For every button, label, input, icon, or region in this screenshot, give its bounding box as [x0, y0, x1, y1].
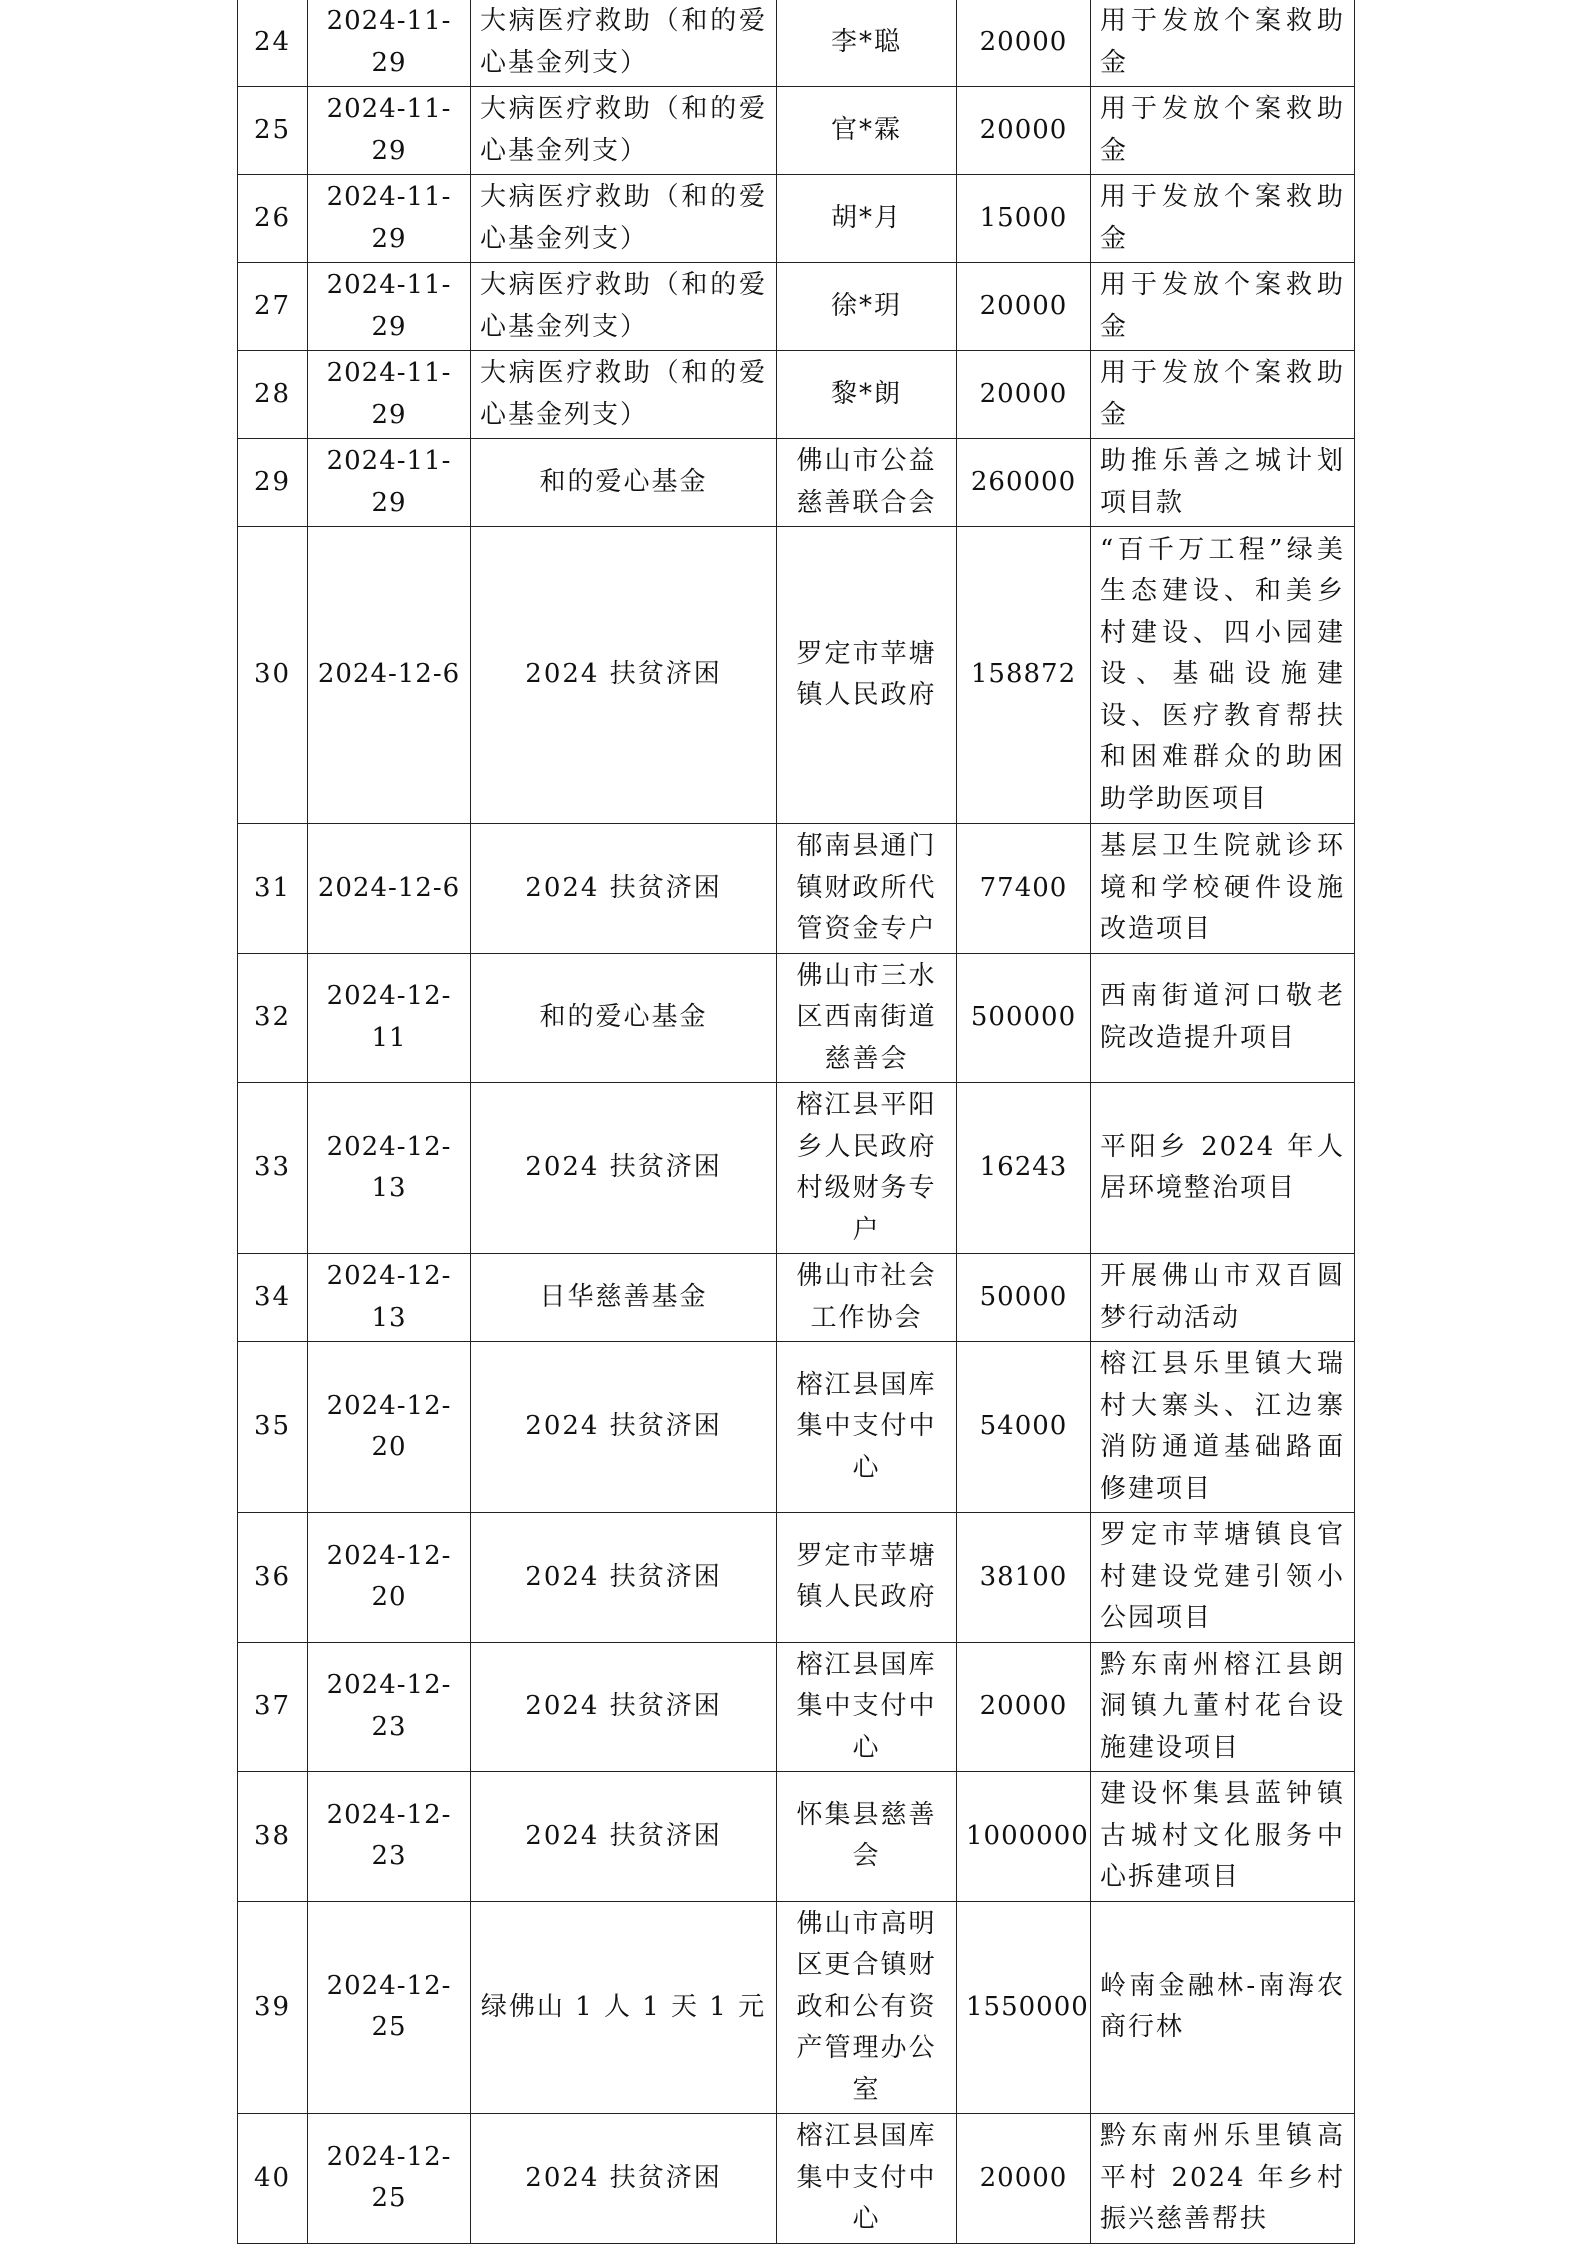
cell-recipient: 官*霖	[777, 87, 957, 175]
cell-project: 2024 扶贫济困	[471, 1772, 777, 1902]
cell-recipient: 罗定市苹塘镇人民政府	[777, 527, 957, 824]
cell-recipient: 徐*玥	[777, 263, 957, 351]
cell-recipient: 佛山市社会工作协会	[777, 1254, 957, 1342]
cell-usage: 平阳乡 2024 年人居环境整治项目	[1091, 1083, 1355, 1254]
cell-no: 38	[238, 1772, 308, 1902]
cell-recipient: 佛山市三水区西南街道慈善会	[777, 953, 957, 1083]
table-row	[238, 1083, 1355, 1254]
cell-amount: 158872	[957, 527, 1091, 824]
cell-usage: 用于发放个案救助金	[1091, 0, 1355, 87]
cell-amount: 54000	[957, 1342, 1091, 1513]
cell-no: 29	[238, 439, 308, 527]
cell-project: 大病医疗救助（和的爱心基金列支）	[471, 87, 777, 175]
cell-project: 2024 扶贫济困	[471, 527, 777, 824]
cell-recipient: 罗定市苹塘镇人民政府	[777, 1513, 957, 1643]
cell-amount: 260000	[957, 439, 1091, 527]
cell-amount: 50000	[957, 1254, 1091, 1342]
cell-usage: 西南街道河口敬老院改造提升项目	[1091, 953, 1355, 1083]
table-row	[238, 439, 1355, 527]
cell-date: 2024-11-29	[308, 175, 471, 263]
cell-no: 36	[238, 1513, 308, 1643]
cell-project: 和的爱心基金	[471, 953, 777, 1083]
cell-amount: 15000	[957, 175, 1091, 263]
cell-usage: 基层卫生院就诊环境和学校硬件设施改造项目	[1091, 824, 1355, 954]
cell-recipient: 李*聪	[777, 0, 957, 87]
cell-usage: 罗定市苹塘镇良官村建设党建引领小公园项目	[1091, 1513, 1355, 1643]
cell-usage: “百千万工程”绿美生态建设、和美乡村建设、四小园建设、基础设施建设、医疗教育帮扶和困难群众的助困助学助医项目	[1091, 527, 1355, 824]
cell-usage: 黔东南州乐里镇高平村 2024 年乡村振兴慈善帮扶	[1091, 2114, 1355, 2244]
cell-recipient: 胡*月	[777, 175, 957, 263]
cell-no: 27	[238, 263, 308, 351]
cell-amount: 20000	[957, 87, 1091, 175]
cell-amount: 1550000	[957, 1901, 1091, 2114]
table-row	[238, 0, 1355, 87]
cell-project: 和的爱心基金	[471, 439, 777, 527]
cell-amount: 20000	[957, 1642, 1091, 1772]
table-row	[238, 1642, 1355, 1772]
cell-date: 2024-12-13	[308, 1083, 471, 1254]
cell-recipient: 榕江县平阳乡人民政府村级财务专户	[777, 1083, 957, 1254]
cell-date: 2024-12-25	[308, 2114, 471, 2244]
cell-usage: 黔东南州榕江县朗洞镇九董村花台设施建设项目	[1091, 1642, 1355, 1772]
cell-no: 28	[238, 351, 308, 439]
cell-usage: 用于发放个案救助金	[1091, 351, 1355, 439]
cell-project: 绿佛山 1 人 1 天 1 元	[471, 1901, 777, 2114]
cell-no: 37	[238, 1642, 308, 1772]
cell-date: 2024-11-29	[308, 351, 471, 439]
cell-project: 大病医疗救助（和的爱心基金列支）	[471, 0, 777, 87]
cell-date: 2024-12-6	[308, 527, 471, 824]
table-row	[238, 953, 1355, 1083]
cell-date: 2024-11-29	[308, 87, 471, 175]
cell-amount: 38100	[957, 1513, 1091, 1643]
table-body	[238, 0, 1355, 2243]
cell-project: 2024 扶贫济困	[471, 1513, 777, 1643]
cell-amount: 20000	[957, 0, 1091, 87]
cell-recipient: 郁南县通门镇财政所代管资金专户	[777, 824, 957, 954]
cell-project: 2024 扶贫济困	[471, 1083, 777, 1254]
table-row	[238, 1901, 1355, 2114]
table-row	[238, 527, 1355, 824]
cell-no: 25	[238, 87, 308, 175]
table-row	[238, 1254, 1355, 1342]
cell-amount: 20000	[957, 263, 1091, 351]
cell-date: 2024-12-23	[308, 1772, 471, 1902]
table-row	[238, 263, 1355, 351]
table-row	[238, 1772, 1355, 1902]
cell-no: 33	[238, 1083, 308, 1254]
cell-project: 2024 扶贫济困	[471, 824, 777, 954]
cell-no: 34	[238, 1254, 308, 1342]
table-row	[238, 2114, 1355, 2244]
cell-date: 2024-12-11	[308, 953, 471, 1083]
cell-project: 大病医疗救助（和的爱心基金列支）	[471, 263, 777, 351]
cell-project: 大病医疗救助（和的爱心基金列支）	[471, 175, 777, 263]
cell-date: 2024-11-29	[308, 439, 471, 527]
cell-project: 2024 扶贫济困	[471, 1342, 777, 1513]
cell-no: 30	[238, 527, 308, 824]
cell-usage: 岭南金融林-南海农商行林	[1091, 1901, 1355, 2114]
cell-usage: 开展佛山市双百圆梦行动活动	[1091, 1254, 1355, 1342]
cell-usage: 榕江县乐里镇大瑞村大寨头、江边寨消防通道基础路面修建项目	[1091, 1342, 1355, 1513]
cell-no: 26	[238, 175, 308, 263]
table-row	[238, 1513, 1355, 1643]
cell-recipient: 怀集县慈善会	[777, 1772, 957, 1902]
cell-amount: 500000	[957, 953, 1091, 1083]
cell-recipient: 佛山市高明区更合镇财政和公有资产管理办公室	[777, 1901, 957, 2114]
cell-recipient: 榕江县国库集中支付中心	[777, 1342, 957, 1513]
cell-usage: 用于发放个案救助金	[1091, 87, 1355, 175]
cell-date: 2024-12-20	[308, 1342, 471, 1513]
cell-usage: 用于发放个案救助金	[1091, 263, 1355, 351]
cell-no: 24	[238, 0, 308, 87]
table-row	[238, 87, 1355, 175]
cell-amount: 77400	[957, 824, 1091, 954]
cell-recipient: 黎*朗	[777, 351, 957, 439]
cell-date: 2024-12-25	[308, 1901, 471, 2114]
cell-recipient: 榕江县国库集中支付中心	[777, 2114, 957, 2244]
cell-date: 2024-12-13	[308, 1254, 471, 1342]
cell-project: 2024 扶贫济困	[471, 2114, 777, 2244]
cell-project: 大病医疗救助（和的爱心基金列支）	[471, 351, 777, 439]
table-row	[238, 351, 1355, 439]
donation-table	[237, 0, 1355, 2244]
cell-usage: 建设怀集县蓝钟镇古城村文化服务中心拆建项目	[1091, 1772, 1355, 1902]
cell-date: 2024-12-6	[308, 824, 471, 954]
cell-no: 31	[238, 824, 308, 954]
cell-date: 2024-12-20	[308, 1513, 471, 1643]
cell-amount: 1000000	[957, 1772, 1091, 1902]
cell-date: 2024-11-29	[308, 263, 471, 351]
cell-no: 35	[238, 1342, 308, 1513]
cell-project: 日华慈善基金	[471, 1254, 777, 1342]
cell-no: 32	[238, 953, 308, 1083]
cell-no: 39	[238, 1901, 308, 2114]
cell-no: 40	[238, 2114, 308, 2244]
table-row	[238, 824, 1355, 954]
cell-recipient: 佛山市公益慈善联合会	[777, 439, 957, 527]
table-row	[238, 175, 1355, 263]
cell-recipient: 榕江县国库集中支付中心	[777, 1642, 957, 1772]
table-row	[238, 1342, 1355, 1513]
cell-date: 2024-11-29	[308, 0, 471, 87]
cell-amount: 20000	[957, 351, 1091, 439]
cell-usage: 助推乐善之城计划项目款	[1091, 439, 1355, 527]
cell-usage: 用于发放个案救助金	[1091, 175, 1355, 263]
cell-amount: 16243	[957, 1083, 1091, 1254]
cell-amount: 20000	[957, 2114, 1091, 2244]
cell-project: 2024 扶贫济困	[471, 1642, 777, 1772]
cell-date: 2024-12-23	[308, 1642, 471, 1772]
